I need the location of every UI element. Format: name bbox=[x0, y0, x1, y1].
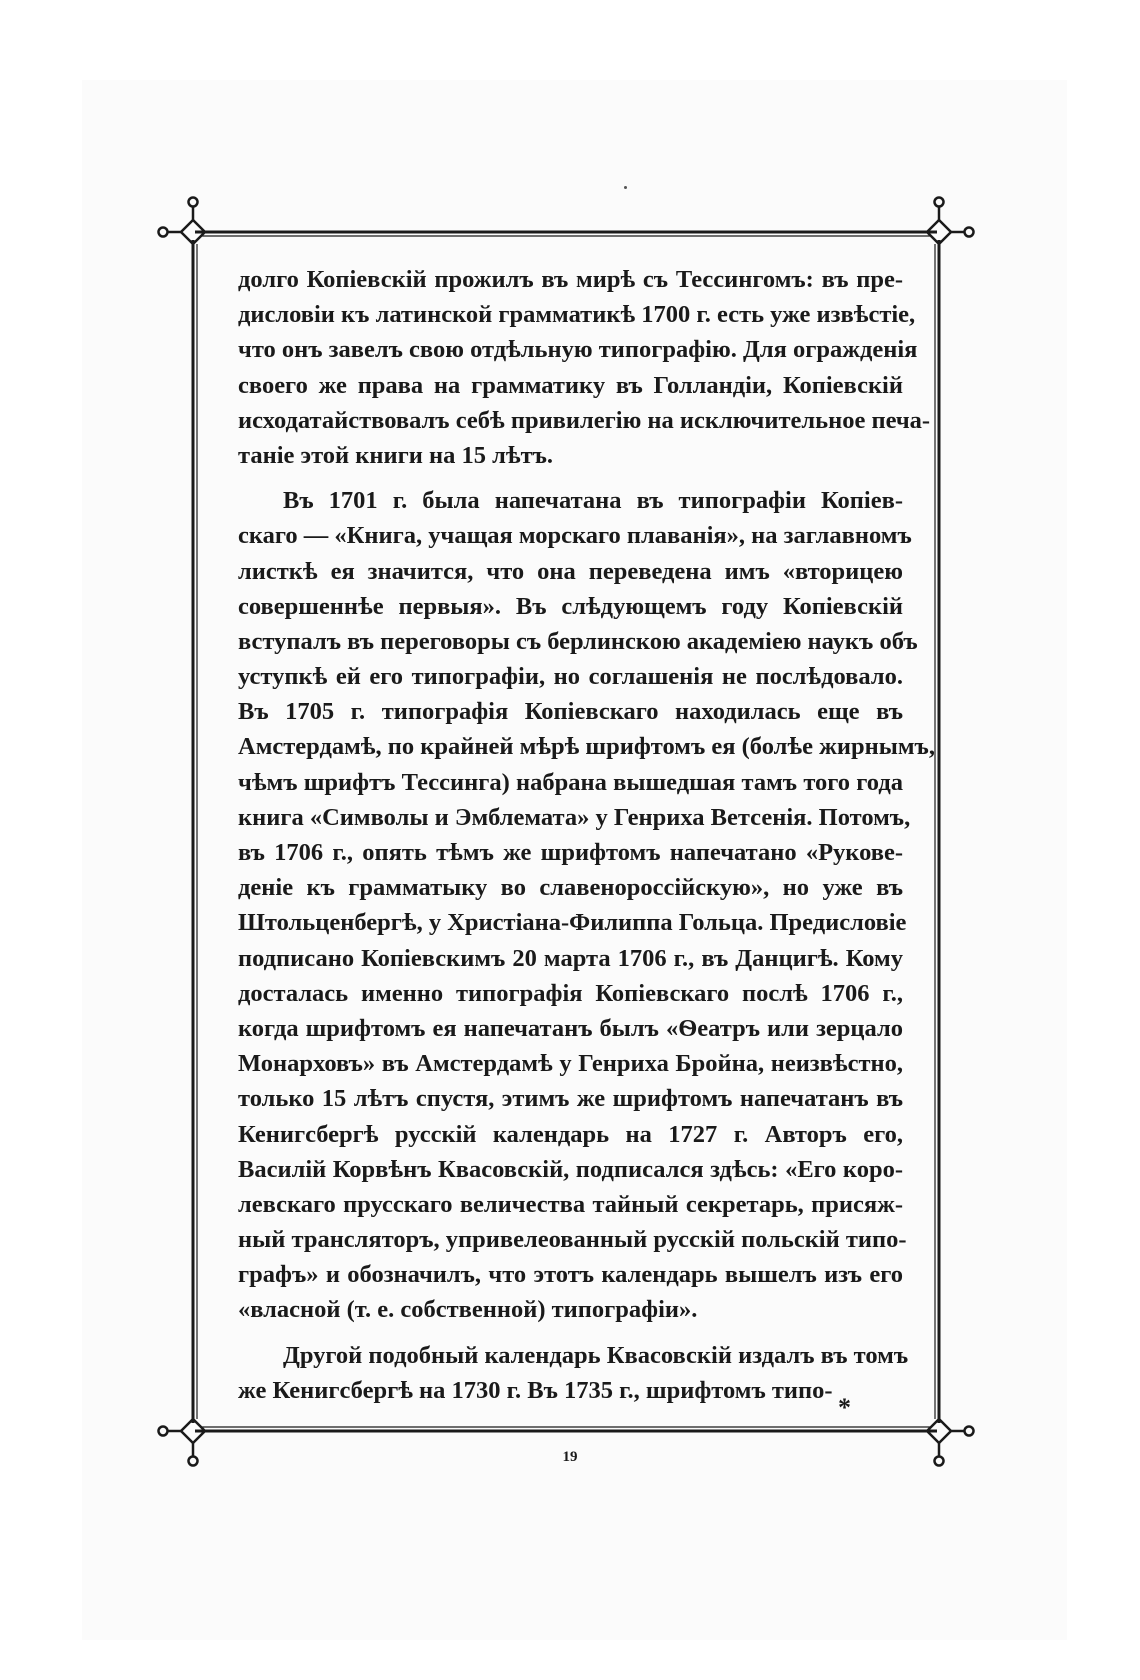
paragraph bbox=[238, 262, 931, 473]
text-line: графъ» и обозначилъ, что этотъ календарь вышелъ изъ его bbox=[238, 1261, 903, 1289]
paragraph bbox=[238, 1338, 909, 1408]
text-line: скаго — «Книга, учащая морскаго плаванія», на заглавномъ bbox=[238, 522, 912, 550]
text-line: Монарховъ» въ Амстердамѣ у Генриха Бройна, неизвѣстно, bbox=[238, 1050, 903, 1078]
text-line: книга «Символы и Эмблемата» у Генриха Ветсенія. Потомъ, bbox=[238, 803, 911, 831]
paragraph-gap bbox=[238, 1328, 903, 1338]
text-line: когда шрифтомъ ея напечатанъ былъ «Ѳеатръ или зерцало bbox=[238, 1014, 903, 1042]
text-line: таніе этой книги на 15 лѣтъ. bbox=[238, 441, 554, 469]
paragraph bbox=[238, 483, 935, 1328]
text-line: подписано Копіевскимъ 20 марта 1706 г., въ Данцигѣ. Кому bbox=[238, 944, 903, 972]
page-number: 19 bbox=[562, 1449, 578, 1465]
text-line: Въ 1705 г. типографія Копіевскаго находилась еще въ bbox=[238, 698, 903, 726]
text-line: Штольценбергѣ, у Христіана-Филиппа Гольца. Предисловіе bbox=[238, 909, 907, 937]
text-line: ный трансляторъ, упривелеованный русскій польскій типо- bbox=[238, 1226, 907, 1254]
text-line: листкѣ ея значится, что она переведена имъ «вторицею bbox=[238, 557, 903, 585]
corner-ornament-top-left bbox=[159, 198, 206, 245]
signature-mark: * bbox=[838, 1393, 851, 1422]
text-line: Василій Корвѣнъ Квасовскій, подписался здѣсь: «Его коро- bbox=[238, 1155, 903, 1183]
text-line: совершеннѣе первыя». Въ слѣдующемъ году Копіевскій bbox=[238, 592, 903, 620]
text-line: вступалъ въ переговоры съ берлинскою академіею наукъ объ bbox=[238, 627, 918, 655]
text-line: долго Копіевскій прожилъ въ мирѣ съ Тессингомъ: въ пре- bbox=[238, 266, 903, 293]
text-line: левскаго прусскаго величества тайный секретарь, присяж- bbox=[238, 1190, 903, 1218]
text-line: чѣмъ шрифтъ Тессинга) набрана вышедшая тамъ того года bbox=[238, 768, 903, 796]
text-line: своего же права на грамматику въ Голландіи, Копіевскій bbox=[238, 371, 903, 399]
text-line: Другой подобный календарь Квасовскій издалъ въ томъ bbox=[283, 1341, 909, 1369]
text-line: что онъ завелъ свою отдѣльную типографію. Для огражденія bbox=[238, 336, 918, 364]
text-line: дисловіи къ латинской грамматикѣ 1700 г. есть уже извѣстіе, bbox=[238, 301, 916, 329]
text-line: только 15 лѣтъ спустя, этимъ же шрифтомъ напечатанъ въ bbox=[238, 1085, 903, 1113]
text-line: Въ 1701 г. была напечатана въ типографіи Копіев- bbox=[283, 487, 903, 515]
text-line: въ 1706 г., опять тѣмъ же шрифтомъ напечатано «Руковe- bbox=[238, 839, 903, 866]
text-line: уступкѣ ей его типографіи, но соглашенія не послѣдовало. bbox=[238, 663, 903, 691]
text-line: досталась именно типографія Копіевскаго послѣ 1706 г., bbox=[238, 979, 903, 1007]
corner-ornament-top-right bbox=[927, 198, 974, 245]
text-line: «власной (т. е. собственной) типографіи». bbox=[238, 1296, 698, 1324]
paragraph-gap bbox=[238, 473, 903, 483]
text-line: деніе къ грамматыку во славенороссійскую», но уже въ bbox=[238, 874, 903, 902]
print-speck bbox=[624, 186, 627, 189]
text-line: Амстердамѣ, по крайней мѣрѣ шрифтомъ ея (болѣе жирнымъ, bbox=[238, 733, 935, 761]
text-line: Кенигсбергѣ русскій календарь на 1727 г. Авторъ его, bbox=[238, 1120, 903, 1148]
text-line: исходатайствовалъ себѣ привилегію на исключительное печа- bbox=[238, 406, 931, 434]
body-text bbox=[238, 262, 935, 1408]
text-line: же Кенигсбергѣ на 1730 г. Въ 1735 г., шрифтомъ типо- bbox=[238, 1376, 833, 1404]
